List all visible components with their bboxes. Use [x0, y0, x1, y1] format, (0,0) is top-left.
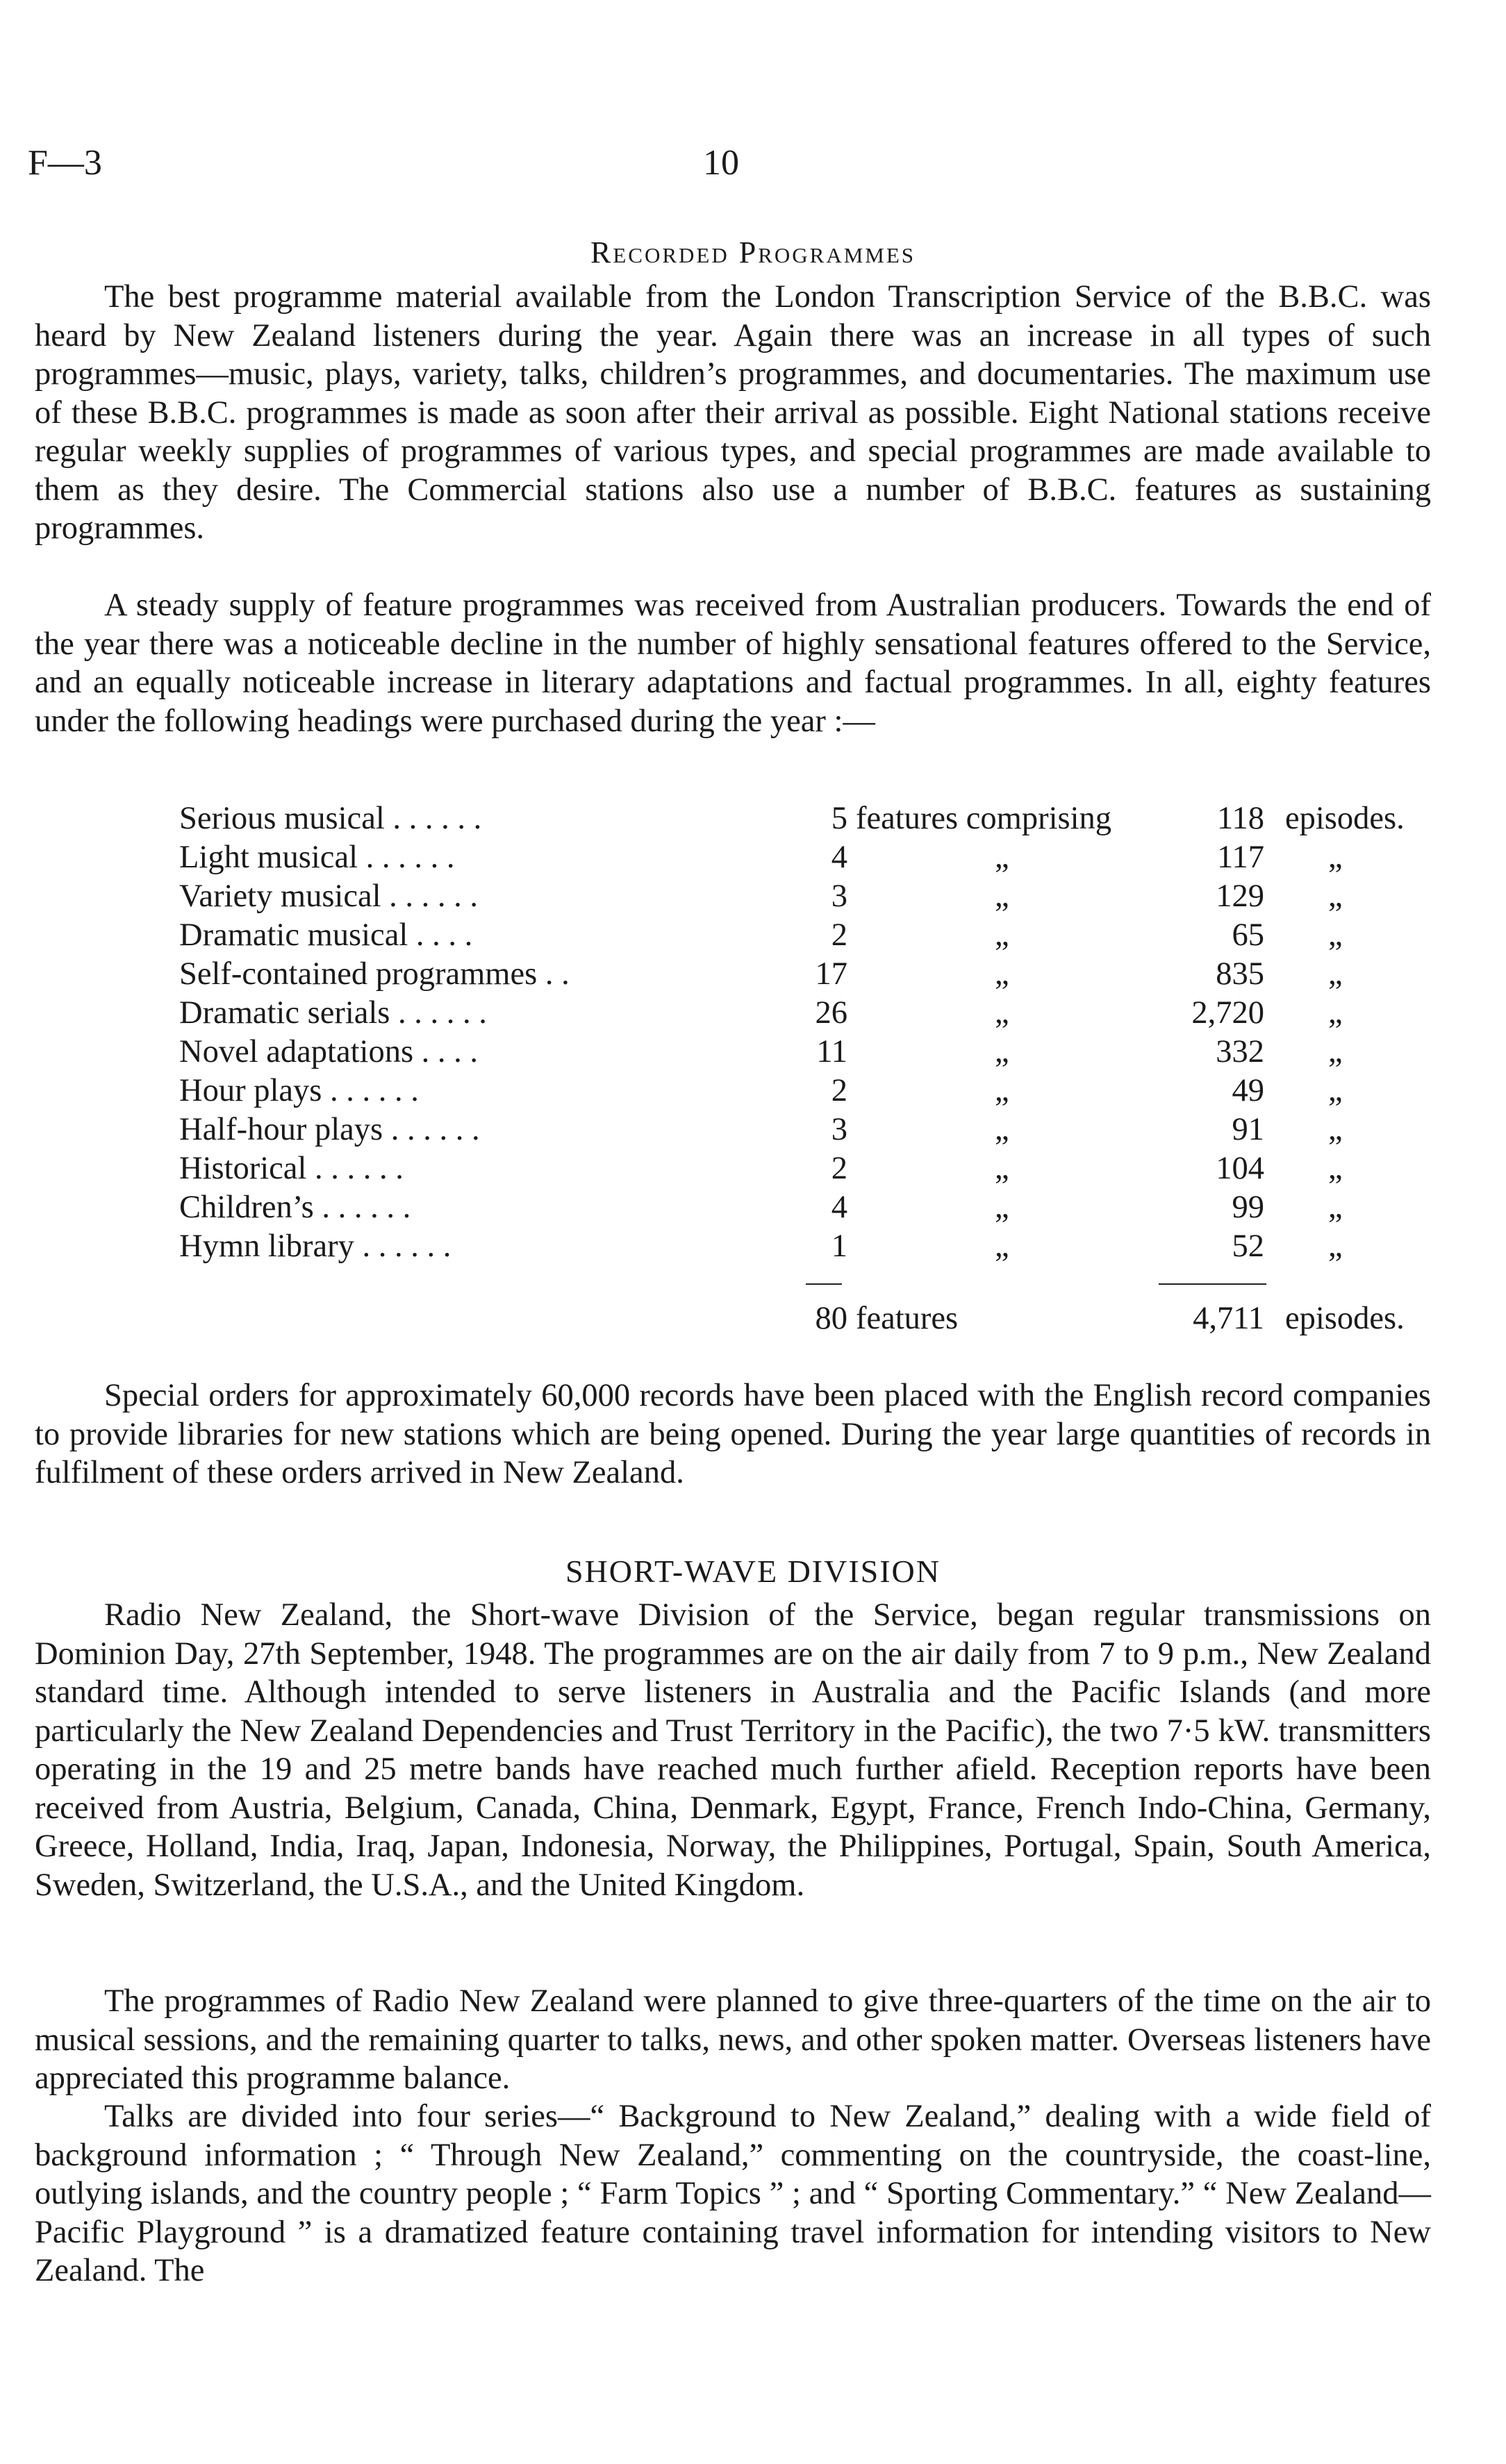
row-features: 2 — [831, 1151, 847, 1186]
row-features: 4 — [831, 1190, 847, 1225]
ditto-mark: „ — [1328, 1190, 1343, 1225]
row-episodes: 835 — [1216, 956, 1264, 992]
ditto-mark: „ — [995, 879, 1009, 914]
ditto-mark: „ — [1328, 956, 1343, 992]
ditto-mark: „ — [995, 995, 1009, 1031]
table-row — [0, 1189, 1506, 1228]
row-features: 2 — [831, 1073, 847, 1108]
paragraph-records-orders: Special orders for approximately 60,000 records have been placed with the English record companies to provide libraries for new stations which are being opened. During the year large quantities of records in fulfilment of these orders arrived in New Zealand. — [35, 1378, 1431, 1490]
paragraph-programme-balance: The programmes of Radio New Zealand were planned to give three-quarters of the time on the air to musical sessions, and the remaining quarter to talks, news, and other spoken matter. Overseas listeners have appreciated this programme balance. — [35, 1983, 1431, 2096]
features-total-rule — [806, 1283, 842, 1285]
table-row — [0, 917, 1506, 956]
ditto-mark: „ — [995, 956, 1009, 992]
table-row — [0, 994, 1506, 1033]
page-number: 10 — [703, 143, 739, 183]
table-row — [0, 956, 1506, 994]
ditto-mark: „ — [1328, 1073, 1343, 1108]
ditto-mark: „ — [995, 840, 1009, 875]
row-features: 3 — [831, 879, 847, 914]
total-features-label: features — [856, 1301, 959, 1336]
ditto-mark: „ — [1328, 1112, 1343, 1147]
ditto-mark: „ — [995, 1190, 1009, 1225]
ditto-mark: „ — [1328, 917, 1343, 953]
row-heading: Serious musical . . . . . . — [179, 801, 482, 836]
row-features: 11 — [816, 1034, 847, 1069]
row-episodes: 129 — [1216, 879, 1264, 914]
row-heading: Hour plays . . . . . . — [179, 1073, 419, 1108]
ditto-mark: „ — [995, 1112, 1009, 1147]
row-features: 1 — [831, 1229, 847, 1264]
ditto-mark: „ — [1328, 1034, 1343, 1069]
episodes-total-rule — [1159, 1283, 1266, 1285]
row-episodes: 2,720 — [1191, 995, 1264, 1031]
section-title-recorded-programmes — [0, 235, 1506, 270]
table-total-row — [0, 1300, 1506, 1339]
row-episodes: 104 — [1216, 1151, 1264, 1186]
features-column-label: features comprising — [856, 801, 1112, 836]
ditto-mark: „ — [995, 1151, 1009, 1186]
row-episodes: 117 — [1216, 840, 1264, 875]
table-row — [0, 1150, 1506, 1189]
total-episodes: 4,711 — [1193, 1301, 1264, 1336]
row-episodes: 65 — [1232, 917, 1264, 953]
row-episodes: 99 — [1232, 1190, 1264, 1225]
table-row — [0, 839, 1506, 878]
row-heading: Hymn library . . . . . . — [179, 1229, 452, 1264]
row-episodes: 332 — [1216, 1034, 1264, 1069]
ditto-mark: „ — [995, 917, 1009, 953]
ditto-mark: „ — [1328, 879, 1343, 914]
row-heading: Half-hour plays . . . . . . — [179, 1112, 480, 1147]
ditto-mark: „ — [1328, 1229, 1343, 1264]
ditto-mark: „ — [995, 1034, 1009, 1069]
table-row — [0, 1111, 1506, 1150]
row-features: 2 — [831, 917, 847, 953]
row-heading: Novel adaptations . . . . — [179, 1034, 479, 1069]
table-row — [0, 800, 1506, 839]
ditto-mark: „ — [1328, 840, 1343, 875]
row-heading: Historical . . . . . . — [179, 1151, 404, 1186]
episodes-column-label: episodes. — [1285, 801, 1405, 836]
row-episodes: 91 — [1232, 1112, 1264, 1147]
table-row — [0, 1228, 1506, 1267]
ditto-mark: „ — [995, 1229, 1009, 1264]
row-features: 4 — [831, 840, 847, 875]
report-reference: F—3 — [28, 143, 102, 183]
row-heading: Variety musical . . . . . . — [179, 879, 479, 914]
total-features: 80 — [815, 1301, 847, 1336]
paragraph-radio-new-zealand: Radio New Zealand, the Short-wave Division of the Service, began regular transmissions on Dominion Day, 27th September, 1948. The programmes are on the air daily from 7 to 9 p.m., New Zealand standard time. Although intended to serve listeners in Australia and the Pacific Islands (and more particularly the New Zealand Dependencies and Trust Territory in the Pacific), the two 7·5 kW. transmitters operating in the 19 and 25 metre bands have reached much further afield. Reception reports have been received from Austria, Belgium, Canada, China, Denmark, Egypt, France, French Indo-China, Germany, Greece, Holland, India, Iraq, Japan, Indonesia, Norway, the Philippines, Portugal, Spain, South America, Sweden, Switzerland, the U.S.A., and the United Kingdom. — [35, 1597, 1431, 1903]
paragraph-bbc-transcriptions: The best programme material available from the London Transcription Service of the B.B.C. was heard by New Zealand listeners during the year. Again there was an increase in all types of such programmes—music, plays, variety, talks, children’s programmes, and documentaries. The maximum use of these B.B.C. programmes is made as soon after their arrival as possible. Eight National stations receive regular weekly supplies of programmes of various types, and special programmes are made available to them as they desire. The Commercial stations also use a number of B.B.C. features as sustaining programmes. — [35, 279, 1431, 546]
row-features: 17 — [815, 956, 847, 992]
row-heading: Children’s . . . . . . — [179, 1190, 411, 1225]
ditto-mark: „ — [1328, 995, 1343, 1031]
ditto-mark: „ — [1328, 1151, 1343, 1186]
row-episodes: 52 — [1232, 1229, 1264, 1264]
table-row — [0, 1072, 1506, 1111]
ditto-mark: „ — [995, 1073, 1009, 1108]
row-episodes: 49 — [1232, 1073, 1264, 1108]
row-heading: Dramatic serials . . . . . . — [179, 995, 487, 1031]
table-row — [0, 1033, 1506, 1072]
paragraph-talks-series: Talks are divided into four series—“ Background to New Zealand,” dealing with a wide field of background information ; “ Through New Zealand,” commenting on the countryside, the coast-line, outlying islands, and the country people ; “ Farm Topics ” ; and “ Sporting Commentary.” “ New Zealand—Pacific Playground ” is a dramatized feature containing travel information for intending visitors to New Zealand. The — [35, 2099, 1431, 2288]
table-row — [0, 878, 1506, 917]
row-heading: Self-contained programmes . . — [179, 956, 570, 992]
paragraph-australian-features: A steady supply of feature programmes was received from Australian producers. Towards the end of the year there was a noticeable decline in the number of highly sensational features offered to the Service, and an equally noticeable increase in literary adaptations and factual programmes. In all, eighty features under the following headings were purchased during the year :— — [35, 588, 1431, 739]
row-features: 5 — [831, 801, 847, 836]
total-episodes-label: episodes. — [1285, 1301, 1405, 1336]
row-heading: Dramatic musical . . . . — [179, 917, 473, 953]
row-heading: Light musical . . . . . . — [179, 840, 455, 875]
row-features: 26 — [815, 995, 847, 1031]
row-features: 3 — [831, 1112, 847, 1147]
row-episodes: 118 — [1216, 801, 1264, 836]
section-title-short-wave-division: SHORT-WAVE DIVISION — [565, 1554, 941, 1589]
section-title-text: Recorded Programmes — [590, 235, 916, 269]
